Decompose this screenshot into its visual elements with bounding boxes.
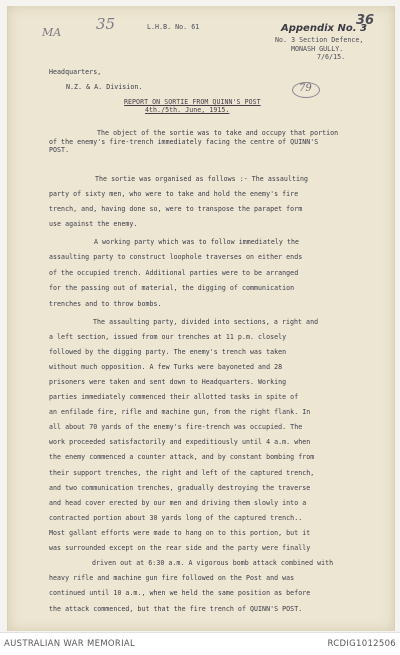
header-place: MONASH GULLY. bbox=[291, 45, 344, 53]
body-line: and head cover erected by our men and driving them slowly into a bbox=[49, 499, 307, 507]
body-line: of the enemy's fire-trench immediately facing the centre of QUINN'S bbox=[49, 138, 319, 146]
archive-footer bbox=[0, 632, 400, 655]
addressee-line: Headquarters, bbox=[49, 68, 102, 76]
body-line: of the occupied trench. Additional parties were to be arranged bbox=[49, 269, 299, 277]
body-line: trenches and to throw bombs. bbox=[49, 300, 162, 308]
body-line: The object of the sortie was to take and occupy that portion bbox=[97, 129, 339, 137]
body-line: was surrounded except on the rear side and the party were finally bbox=[49, 544, 311, 552]
body-line: driven out at 6:30 a.m. A vigorous bomb attack combined with bbox=[92, 559, 334, 567]
body-line: parties immediately commenced their allotted tasks in spite of bbox=[49, 393, 299, 401]
pencil-annotation-ma: MA bbox=[42, 26, 62, 39]
body-line: heavy rifle and machine gun fire followed on the Post and was bbox=[49, 574, 295, 582]
footer-institution: AUSTRALIAN WAR MEMORIAL bbox=[4, 639, 136, 649]
appendix-label: Appendix No. 3 bbox=[281, 23, 367, 34]
body-line: followed by the digging party. The enemy's trench was taken bbox=[49, 348, 287, 356]
body-line: without much opposition. A few Turks were bayoneted and 28 bbox=[49, 363, 283, 371]
body-line: for the passing out of material, the digging of communication bbox=[49, 284, 295, 292]
body-line: use against the enemy. bbox=[49, 220, 138, 228]
body-line: contracted portion about 30 yards long of the captured trench.. bbox=[49, 514, 303, 522]
header-ref: L.H.B. No. 61 bbox=[147, 23, 200, 31]
body-line: A working party which was to follow immediately the bbox=[94, 238, 300, 246]
addressee-line: N.Z. & A. Division. bbox=[66, 83, 143, 91]
body-line: party of sixty men, who were to take and hold the enemy's fire bbox=[49, 190, 299, 198]
body-line: the attack commenced, but that the fire trench of QUINN'S POST. bbox=[49, 605, 303, 613]
body-line: their support trenches, the right and left of the captured trench, bbox=[49, 469, 315, 477]
body-line: a left section, issued from our trenches at 11 p.m. closely bbox=[49, 333, 287, 341]
circled-annotation-number: 79 bbox=[299, 83, 312, 94]
body-line: assaulting party to construct loophole traverses on either ends bbox=[49, 253, 303, 261]
pencil-annotation-35: 35 bbox=[96, 15, 116, 33]
body-line: all about 70 yards of the enemy's fire-trench was occupied. The bbox=[49, 423, 303, 431]
top-right-number: 36 bbox=[356, 13, 375, 28]
document-page bbox=[7, 6, 395, 631]
body-line: an enfilade fire, rifle and machine gun, from the right flank. In bbox=[49, 408, 311, 416]
body-line: and two communication trenches, gradually destroying the traverse bbox=[49, 484, 311, 492]
footer-document-id: RCDIG1012506 bbox=[327, 639, 396, 649]
body-line: prisoners were taken and sent down to Headquarters. Working bbox=[49, 378, 287, 386]
body-line: POST. bbox=[49, 146, 70, 154]
body-line: trench, and, having done so, were to transpose the parapet form bbox=[49, 205, 303, 213]
body-line: The assaulting party, divided into sections, a right and bbox=[93, 318, 319, 326]
body-line: work proceeded satisfactorily and expeditiously until 4 a.m. when bbox=[49, 438, 311, 446]
body-line: The sortie was organised as follows :- The assaulting bbox=[95, 175, 309, 183]
report-date: 4th./5th. June, 1915. bbox=[145, 106, 230, 114]
body-line: the enemy commenced a counter attack, and by constant bombing from bbox=[49, 453, 315, 461]
report-title: REPORT ON SORTIE FROM QUINN'S POST bbox=[124, 98, 261, 106]
header-section: No. 3 Section Defence, bbox=[275, 36, 364, 44]
body-line: continued until 10 a.m., when we held the same position as before bbox=[49, 589, 311, 597]
body-line: Most gallant efforts were made to hang on to this portion, but it bbox=[49, 529, 311, 537]
header-date: 7/6/15. bbox=[317, 53, 346, 61]
